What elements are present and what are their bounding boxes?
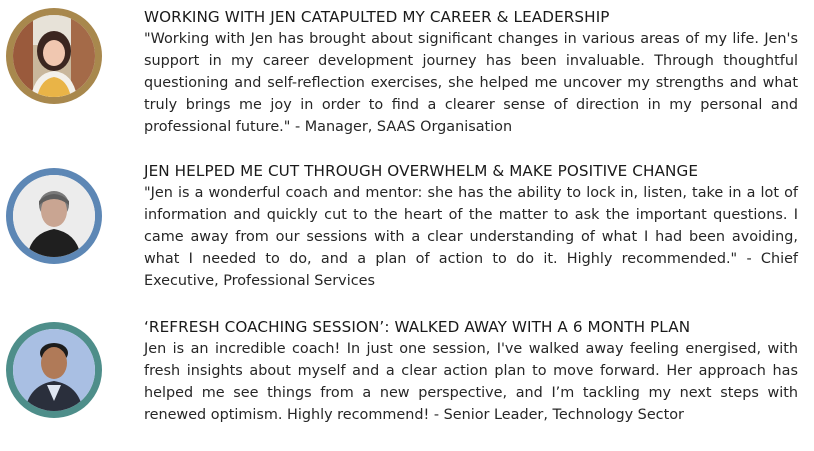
avatar-man-gray-hair-photo	[6, 168, 102, 264]
testimonial-quote: "Jen is a wonderful coach and mentor: she has the ability to lock in, listen, take in a lot of information and quickly cut to the heart of the matter to ask the important questions. I came away from our sessions with a clear understanding of what I had been avoiding, what I needed to do, and a plan of action to do it. Highly recommended." - Chief Executive, Professional Services	[144, 185, 798, 289]
testimonial-title: ‘REFRESH COACHING SESSION’: WALKED AWAY WITH A 6 MONTH PLAN	[144, 318, 691, 336]
testimonial-title: WORKING WITH JEN CATAPULTED MY CAREER & LEADERSHIP	[144, 8, 610, 26]
avatar-woman-photo	[6, 8, 102, 104]
testimonial-quote: "Working with Jen has brought about significant changes in various areas of my life. Jen's support in my career development journey has been invaluable. Through thoughtful questioning and self-reflection exercises, she helped me uncover my strengths and what truly brings me joy in order to find a clearer sense of direction in my personal and professional future." - Manager, SAAS Organisation	[144, 31, 798, 135]
testimonial-title: JEN HELPED ME CUT THROUGH OVERWHELM & MAKE POSITIVE CHANGE	[144, 162, 699, 180]
testimonial-quote: Jen is an incredible coach! In just one session, I've walked away feeling energised, with fresh insights about myself and a clear action plan to move forward. Her approach has helped me see things from a new perspective, and I’m tackling my next steps with renewed optimism. Highly recommend! - Senior Leader, Technology Sector	[144, 341, 798, 423]
avatar-man-suit-photo	[6, 322, 102, 418]
